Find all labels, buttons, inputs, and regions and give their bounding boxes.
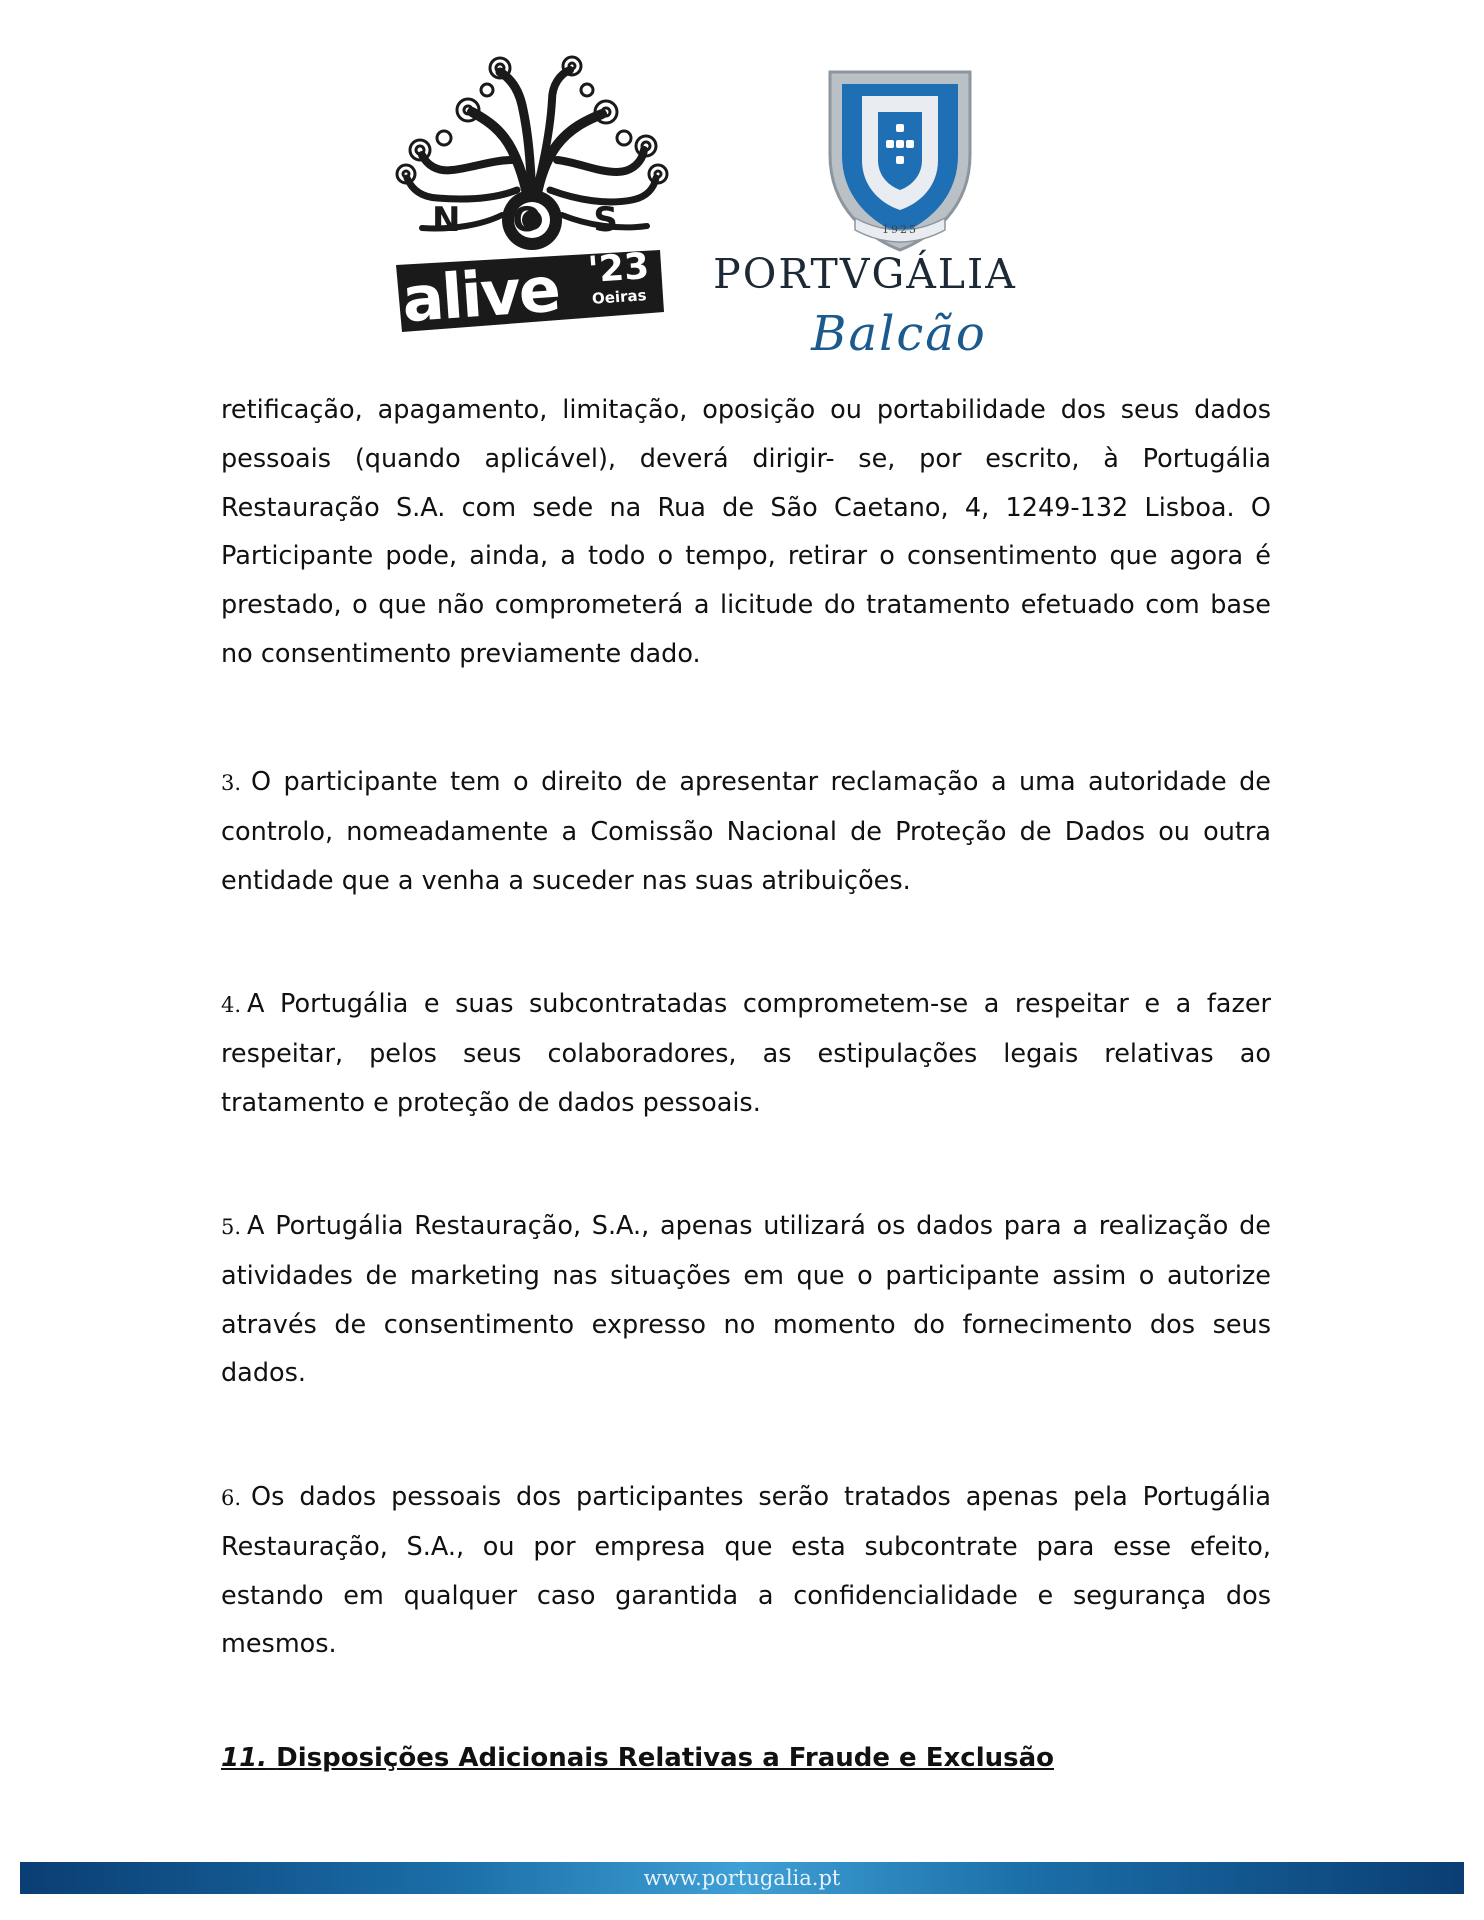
portugalia-logo [700,60,1030,360]
paragraph-number: 5. [221,1215,242,1239]
paragraph-rights [221,386,1271,679]
footer-url[interactable]: www.portugalia.pt [643,1866,841,1890]
portugalia-wordmark: PORTVGÁLIA [713,250,1017,298]
section-number: 11. [221,1743,268,1773]
paragraph-text: A Portugália e suas subcontratadas comprometem-se a respeitar e a fazer respeitar, pelos seus colaboradores, as estipulações legais relativas ao tratamento e proteção de dados pessoais. [221,989,1271,1118]
section-heading [221,1743,1054,1773]
paragraph-number: 6. [221,1486,242,1510]
section-title: Disposições Adicionais Relativas a Fraude e Exclusão [276,1743,1054,1773]
nos-place: Oeiras [591,286,648,308]
paragraph-text: A Portugália Restauração, S.A., apenas utilizará os dados para a realização de atividades de marketing nas situações em que o participante assim o autorize através de consentimento expresso no momento do fornecimento dos seus dados. [221,1211,1271,1389]
header-logos [380,50,1040,360]
paragraph-5 [221,1202,1271,1398]
footer-bar [20,1862,1464,1894]
nos-year: '23 [586,245,651,292]
paragraph-text: Os dados pessoais dos participantes serão tratados apenas pela Portugália Restauração, S.A., ou por empresa que esta subcontrate para esse efeito, estando em qualquer caso garantida a confidencialidade e segurança dos mesmos. [221,1482,1271,1660]
paragraph-4 [221,980,1271,1127]
paragraph-number: 4. [221,993,242,1017]
paragraph-text: O participante tem o direito de apresentar reclamação a uma autoridade de controlo, nomeadamente a Comissão Nacional de Proteção de Dados ou outra entidade que a venha a suceder nas suas atribuições. [221,767,1271,896]
paragraph-number: 3. [221,771,242,795]
paragraph-6 [221,1473,1271,1669]
paragraph-3 [221,758,1271,905]
nos-brand-top: NOS [432,200,670,240]
paragraph-text: retificação, apagamento, limitação, oposição ou portabilidade dos seus dados pessoais (quando aplicável), deverá dirigir- se, por escrito, à Portugália Restauração S.A. com sede na Rua de São Caetano, 4, 1249-132 Lisboa. O Participante pode, ainda, a todo o tempo, retirar o consentimento que agora é prestado, o que não comprometerá a licitude do tratamento efetuado com base no consentimento previamente dado. [221,395,1271,669]
nos-brand-main: alive [399,252,562,337]
shield-year: 1925 [882,223,918,236]
portugalia-subtitle: Balcão [811,306,987,362]
